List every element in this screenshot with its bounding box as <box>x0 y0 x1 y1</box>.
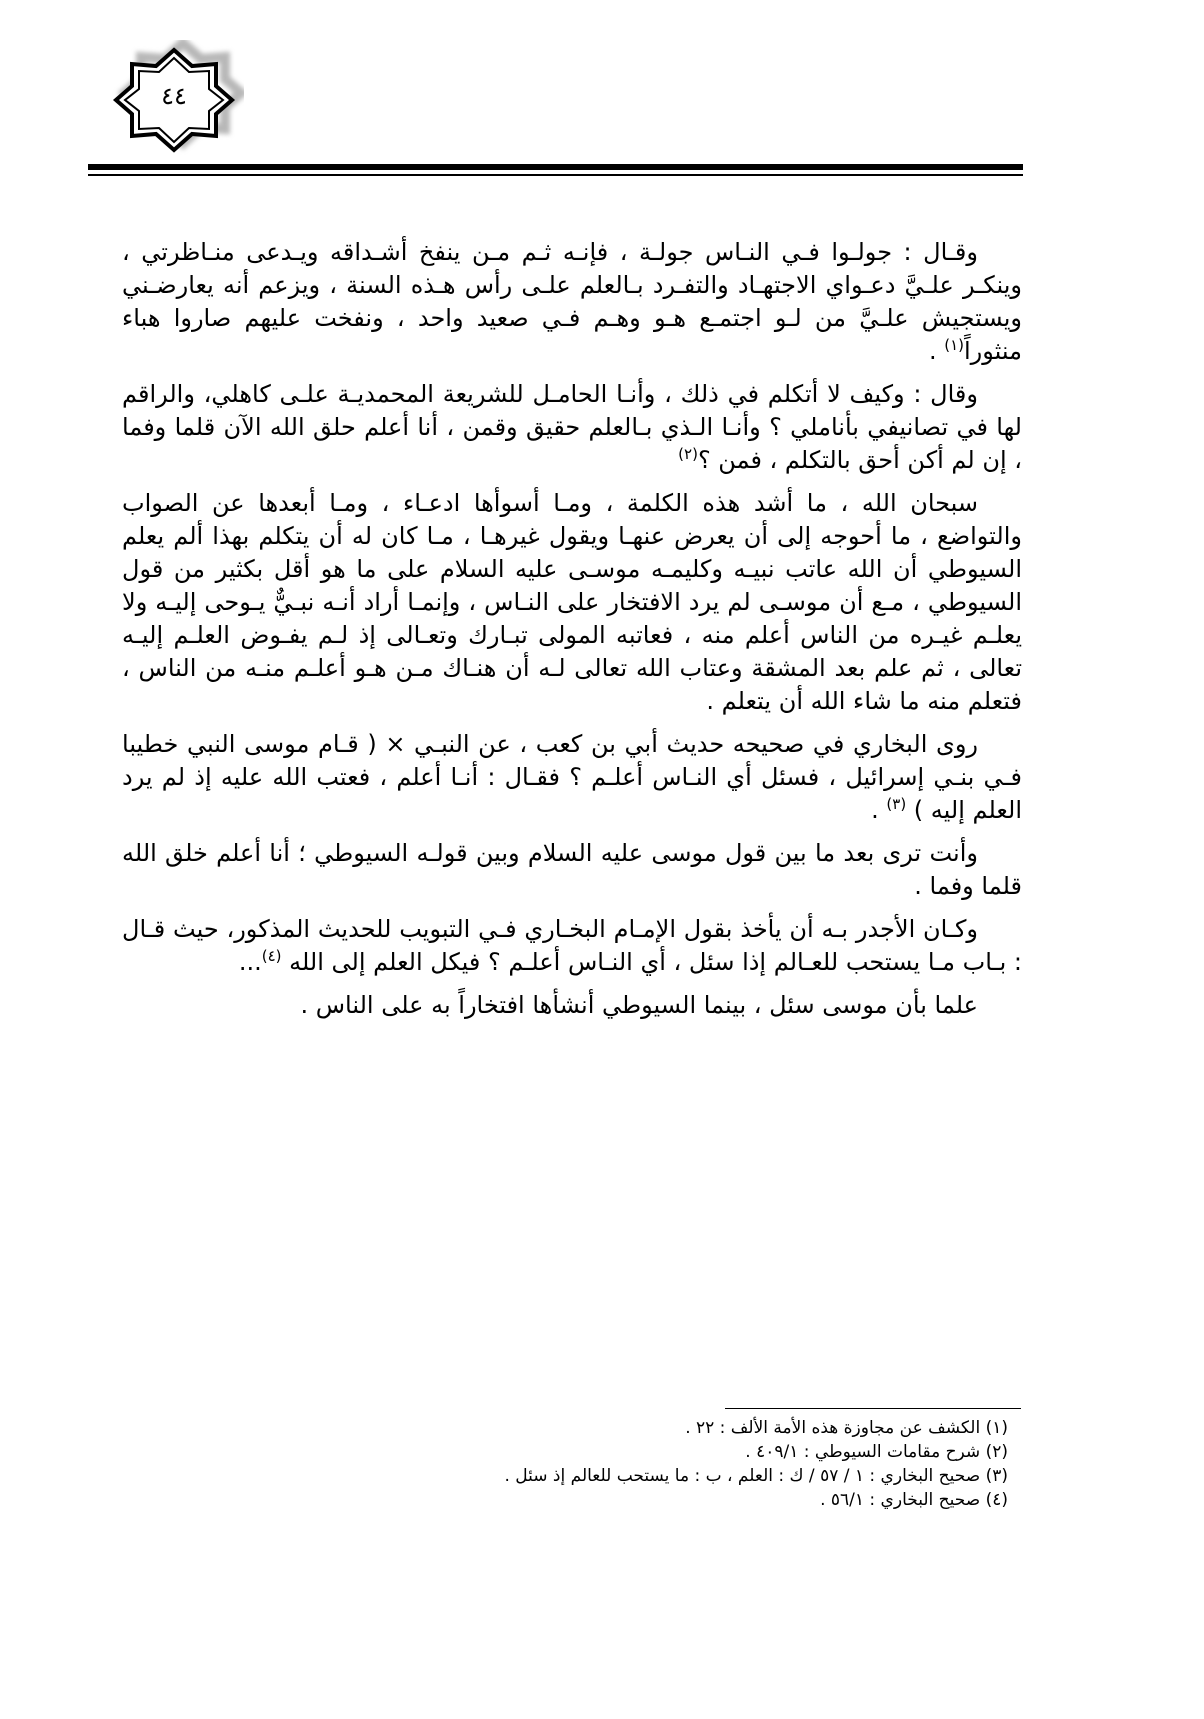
paragraph: وقـال : جولـوا فـي النـاس جولـة ، فإنـه ثـم مـن ينفخ أشـداقه ويـدعى منـاظرتي ، وينكـر علـيَّ دعـواي الاجتهـاد والتفـرد بـالعلم علـى رأس هـذه السنة ، ويزعم أنه يعارضـني ويستجيش علـيَّ من لـو اجتمـع هـو وهـم فـي صعيد واحد ، ونفخت عليهم صاروا هباء منثوراً$^{(١)}$ . <box>122 238 1022 365</box>
footnote-ref: (٤) <box>261 947 282 965</box>
paragraph: روى البخاري في صحيحه حديث أبي بن كعب ، عن النبـي × ( قـام موسى النبي خطيبا فـي بنـي إسرائيل ، فسئل أي النـاس أعلـم ؟ فقـال : أنـا أعلم ، فعتب الله عليه إذ لم يرد العلم إليه ) $^{(٣)}$ . <box>122 730 1022 824</box>
footnote-separator <box>725 1408 1021 1409</box>
paragraph: وكـان الأجدر بـه أن يأخذ بقول الإمـام البخـاري فـي التبويب للحديث المذكور، حيث قـال : بـاب مـا يستحب للعـالم إذا سئل ، أي النـاس أعلـم ؟ فيكل العلم إلى الله $^{(٤)}$... <box>122 915 1022 976</box>
page-number: ٤٤ <box>161 82 187 110</box>
footnote: (٢) شرح مقامات السيوطي : ٤٠٩/١ . <box>745 1442 1008 1462</box>
header-rule-thin <box>88 174 1023 176</box>
paragraph: علما بأن موسى سئل ، بينما السيوطي أنشأها افتخاراً به على الناس . <box>300 991 978 1019</box>
footnote-ref: (٣) <box>886 795 907 813</box>
footnote: (١) الكشف عن مجاوزة هذه الأمة الألف : ٢٢ . <box>685 1418 1008 1438</box>
main-text <box>122 236 1022 1032</box>
footnote: (٣) صحيح البخاري : ١ / ٥٧ / ك : العلم ، ب : ما يستحب للعالم إذ سئل . <box>504 1466 1008 1486</box>
footnotes <box>122 1416 1008 1512</box>
footnote-ref: (١) <box>944 336 964 354</box>
paragraph: وقال : وكيف لا أتكلم في ذلك ، وأنـا الحامـل للشريعة المحمديـة علـى كاهلي، والراقم لها في تصانيفي بأناملي ؟ وأنـا الـذي بـالعلم حقيق وقمن ، أنا أعلم حلق الله الآن قلما وفما ، إن لم أكن أحق بالتكلم ، فمن ؟$^{(٢)}$ <box>122 380 1022 474</box>
header-rule-thick <box>88 164 1023 170</box>
footnote: (٤) صحيح البخاري : ٥٦/١ . <box>820 1490 1008 1510</box>
footnote-ref: (٢) <box>678 445 698 463</box>
paragraph: سبحان الله ، ما أشد هذه الكلمة ، ومـا أسوأها ادعـاء ، ومـا أبعدها عن الصواب والتواضع ، ما أحوجه إلى أن يعرض عنهـا ويقول غيرهـا ، مـا كان له أن يتكلم بهذا ألم يعلم السيوطي أن الله عاتب نبيـه وكليمـه موسـى عليه السلام على ما هو أقل بكثير من قول السيوطي ، مـع أن موسـى لم يرد الافتخار على النـاس ، وإنمـا أراد أنـه نبـيٌّ يـوحى إليـه ولا يعلـم غيـره من الناس أعلم منه ، فعاتبه المولى تبـارك وتعـالى إذ لـم يفـوض العلـم إليـه تعالى ، ثم علم بعد المشقة وعتاب الله تعالى لـه أن هنـاك مـن هـو أعلـم منـه من الناس ، فتعلم منه ما شاء الله أن يتعلم . <box>122 489 1022 715</box>
page-number-badge <box>104 40 244 160</box>
paragraph: وأنت ترى بعد ما بين قول موسى عليه السلام وبين قولـه السيوطي ؛ أنا أعلم خلق الله قلما وفما . <box>122 839 1022 900</box>
